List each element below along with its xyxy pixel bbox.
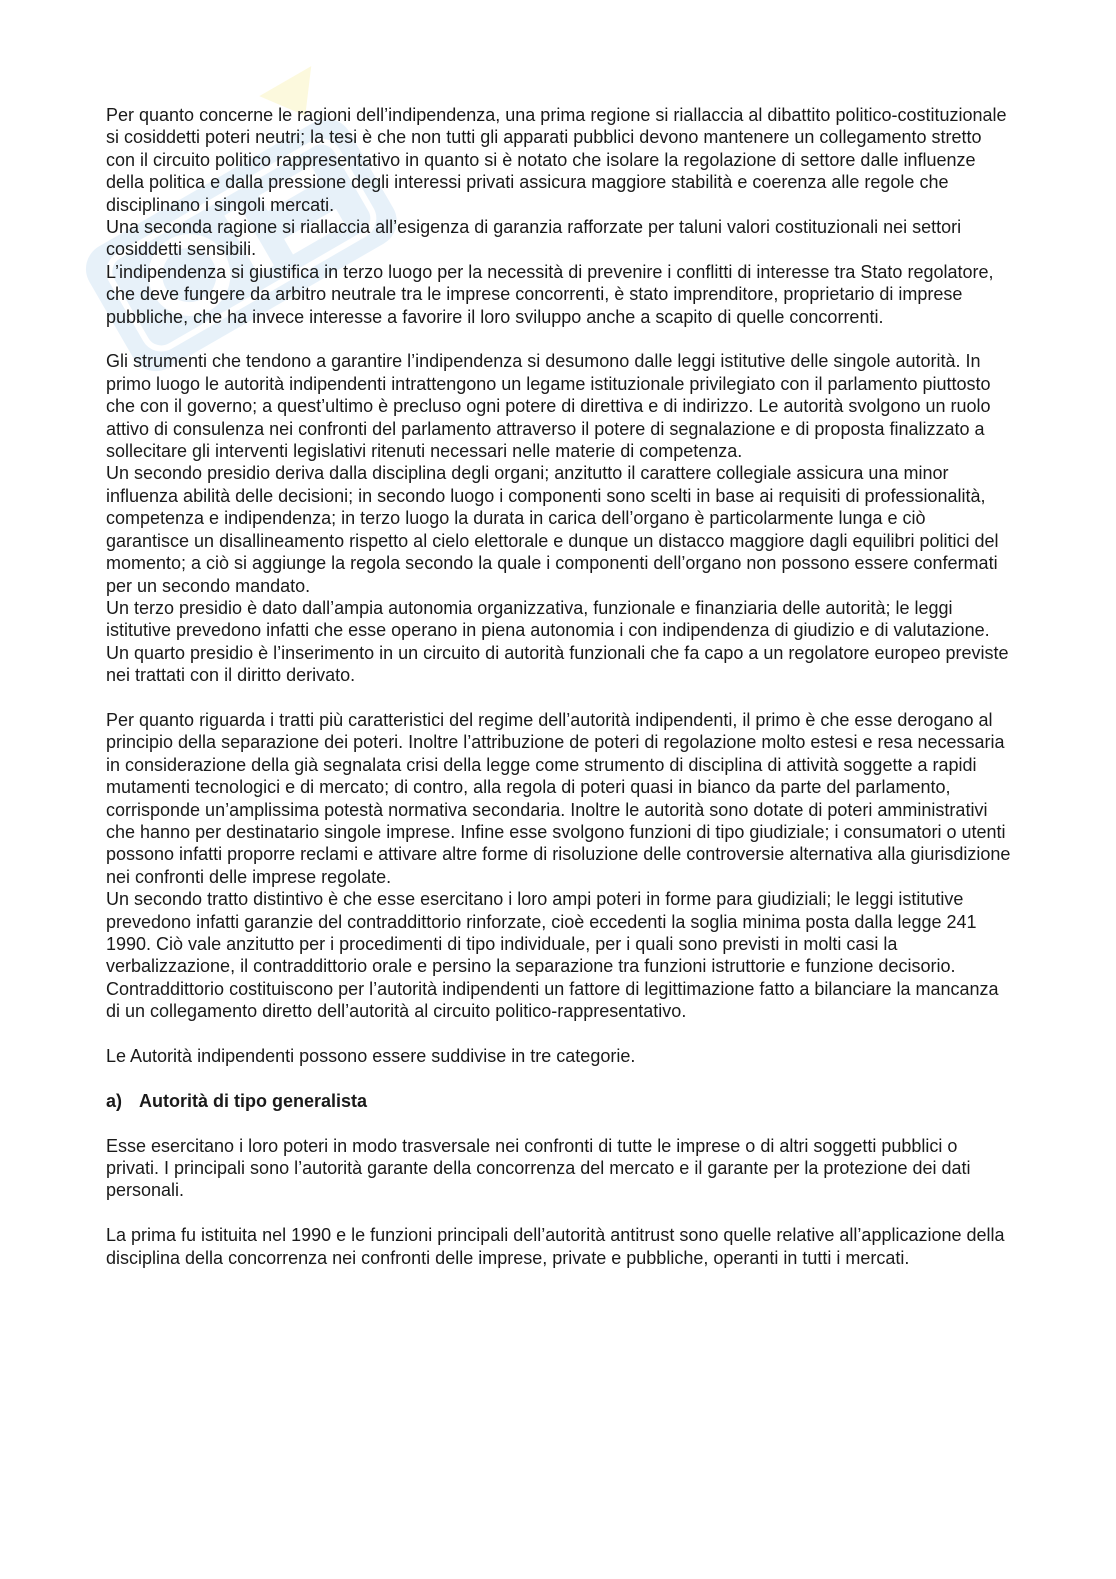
paragraph-spacer	[106, 328, 1011, 350]
paragraph: La prima fu istituita nel 1990 e le funzioni principali dell’autorità antitrust sono quelle relative all’applicazione della disciplina della concorrenza nei confronti delle imprese, private e pubbliche, operanti in tutti i mercati.	[106, 1225, 1005, 1268]
paragraph-spacer	[106, 1112, 1011, 1134]
paragraph: Per quanto riguarda i tratti più caratteristici del regime dell’autorità indipendenti, il primo è che esse derogano al principio della separazione dei poteri. Inoltre l’attribuzione de poteri di regolazione molto estesi e resa necessaria in considerazione della già segnalata crisi della legge come strumento di disciplina di attività soggette a rapidi mutamenti tecnologici e di mercato; di contro, alla regola di poteri quasi in bianco da parte del parlamento, corrisponde un’amplissima potestà normativa secondaria. Inoltre le autorità sono dotate di poteri amministrativi che hanno per destinatario singole imprese. Infine esse svolgono funzioni di tipo giudiziale; i consumatori o utenti possono infatti proporre reclami e attivare altre forme di risoluzione delle controversie alternativa alla giurisdizione nei confronti delle imprese regolate.	[106, 709, 1011, 887]
paragraph-spacer	[106, 1202, 1011, 1224]
paragraph: Un terzo presidio è dato dall’ampia autonomia organizzativa, funzionale e finanziaria delle autorità; le leggi istitutive prevedono infatti che esse operano in piena autonomia i con indipendenza di giudizio e di valutazione.	[106, 597, 990, 641]
paragraph: Gli strumenti che tendono a garantire l’indipendenza si desumono dalle leggi istitutive delle singole autorità. In primo luogo le autorità indipendenti intrattengono un legame istituzionale privilegiato con il parlamento piuttosto che con il governo; a quest’ultimo è precluso ogni potere di direttiva e di indirizzo. Le autorità svolgono un ruolo attivo di consulenza nei confronti del parlamento attraverso il potere di segnalazione e di proposta finalizzato a sollecitare gli interventi legislativi ritenuti necessari nelle materie di competenza.	[106, 351, 991, 462]
section-ragioni-indipendenza	[106, 104, 1011, 328]
paragraph: L’indipendenza si giustifica in terzo luogo per la necessità di prevenire i conflitti di interesse tra Stato regolatore, che deve fungere da arbitro neutrale tra le imprese concorrenti, è stato imprenditore, proprietario di imprese pubbliche, che ha invece interesse a favorire il loro sviluppo anche a scapito di quelle concorrenti.	[106, 261, 994, 327]
paragraph: Per quanto concerne le ragioni dell’indipendenza, una prima regione si riallaccia al dibattito politico-costituzionale si cosiddetti poteri neutri; la tesi è che non tutti gli apparati pubblici devono mantenere un collegamento stretto con il circuito politico rappresentativo in quanto si è notato che isolare la regolazione di settore dalle influenze della politica e dalla pressione degli interessi privati assicura maggiore stabilità e coerenza alle regole che disciplinano i singoli mercati.	[106, 105, 1007, 215]
paragraph: Un secondo tratto distintivo è che esse esercitano i loro ampi poteri in forme para giudiziali; le leggi istitutive prevedono infatti garanzie del contraddittorio rinforzate, cioè eccedenti la soglia minima posta dalla legge 241 1990. Ciò vale anzitutto per i procedimenti di tipo individuale, per i quali sono previsti in molti casi la verbalizzazione, il contraddittorio orale e persino la separazione tra funzioni istruttorie e funzione decisorio. Contraddittorio costituiscono per l’autorità indipendenti un fattore di legittimazione fatto a bilanciare la mancanza di un collegamento diretto dell’autorità al circuito politico-rappresentativo.	[106, 889, 999, 1022]
document-body	[106, 104, 1011, 1269]
heading-marker: a)	[106, 1090, 123, 1111]
section-strumenti-indipendenza	[106, 350, 1011, 686]
paragraph-spacer	[106, 687, 1011, 709]
paragraph: Un secondo presidio deriva dalla disciplina degli organi; anzitutto il carattere collegiale assicura una minor influenza abilità delle decisioni; in secondo luogo i componenti sono scelti in base ai requisiti di professionalità, competenza e indipendenza; in terzo luogo la durata in carica dell’organo è particolarmente lunga e ciò garantisce un disallineamento rispetto al cielo elettorale e dunque un distacco maggiore dagli equilibri politici del momento; a ciò si aggiunge la regola secondo la quale i componenti dell’organo non possono essere confermati per un secondo mandato.	[106, 463, 999, 596]
section-tratti-caratteristici	[106, 709, 1011, 1023]
section-heading	[106, 1090, 1011, 1112]
paragraph-spacer	[106, 1067, 1011, 1089]
paragraph: Una seconda ragione si riallaccia all’esigenza di garanzia rafforzate per taluni valori costituzionali nei settori cosiddetti sensibili.	[106, 217, 962, 260]
paragraph: Le Autorità indipendenti possono essere suddivise in tre categorie.	[106, 1046, 636, 1067]
paragraph: Esse esercitano i loro poteri in modo trasversale nei confronti di tutte le imprese o di altri soggetti pubblici o privati. I principali sono l’autorità garante della concorrenza del mercato e il garante per la protezione dei dati personali.	[106, 1135, 971, 1201]
paragraph: Un quarto presidio è l’inserimento in un circuito di autorità funzionali che fa capo a un regolatore europeo previste nei trattati con il diritto derivato.	[106, 642, 1009, 686]
section-categorie	[106, 1045, 1011, 1067]
heading-title: Autorità di tipo generalista	[139, 1090, 368, 1111]
paragraph-spacer	[106, 1023, 1011, 1045]
